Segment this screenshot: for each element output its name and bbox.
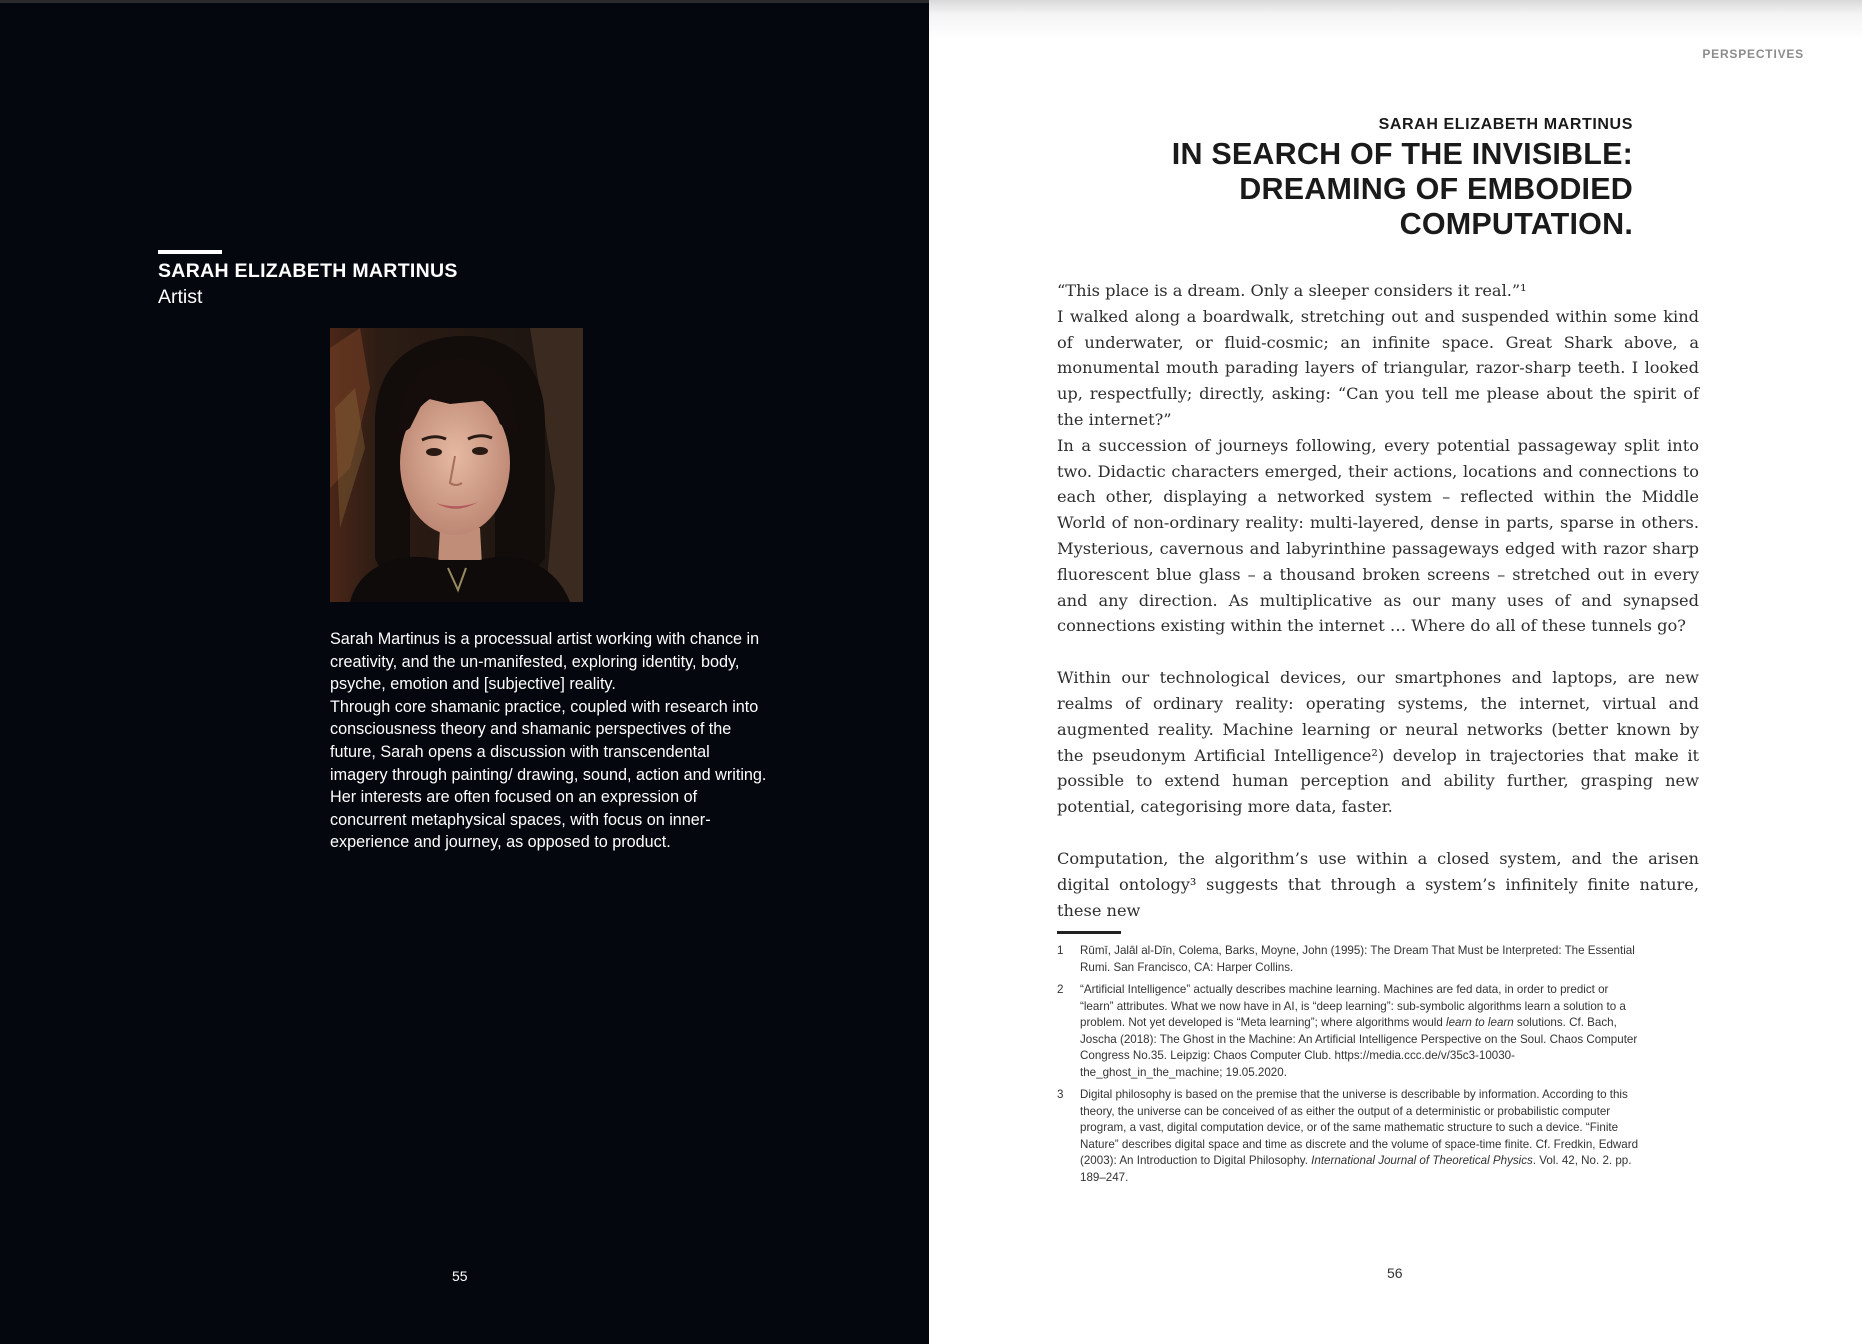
portrait-illustration: [330, 328, 583, 602]
page-number: 56: [1387, 1265, 1403, 1281]
name-rule: [158, 250, 222, 254]
article-title: [1172, 137, 1633, 242]
bio-paragraph: Through core shamanic practice, coupled with research into consciousness theory and shamanic perspectives of the future, Sarah opens a discussion with transcendental imagery through painting/ drawing, sound, action and writing. Her interests are often focused on an expression of concurrent metaphysical spaces, with focus on inner-experience and journey, as opposed to product.: [330, 697, 767, 852]
page-number: 55: [452, 1268, 468, 1284]
body-paragraph: In a succession of journeys following, every potential passageway split into two. Didactic characters emerged, their actions, locations and connections to each other, displaying a networked system – reflected within the Middle World of non-ordinary reality: multi-layered, dense in parts, sparse in others. Mysterious, cavernous and labyrinthine passageways edged with razor sharp fluorescent blue glass – a thousand broken screens – stretched out in every and any direction. As multiplicative as our many uses of and synapsed connections existing within the internet … Where do all of these tunnels go?: [1057, 435, 1699, 636]
bio-paragraph: Sarah Martinus is a processual artist working with chance in creativity, and the un-manifested, exploring identity, body, psyche, emotion and [subjective] reality.: [330, 630, 760, 694]
footnote: [1057, 1087, 1645, 1186]
running-header: PERSPECTIVES: [1702, 47, 1804, 61]
footnote-text-part: Digital philosophy is based on the premise that the universe is describable by information. According to this theory, the universe can be conceived of as either the output of a deterministic or probabilistic computer program, a vast, digital computation device, or of the same mathematic structure to such a device. “Finite Nature” describes digital space and time as discrete and the volume of space-time finite. Cf. Fredkin, Edward (2003): An Introduction to Digital Philosophy.: [1080, 1088, 1639, 1167]
artist-portrait-photo: [330, 328, 583, 602]
artist-name: SARAH ELIZABETH MARTINUS: [158, 260, 458, 282]
footnote-number: 1: [1057, 944, 1064, 957]
title-line: DREAMING OF EMBODIED: [1239, 172, 1633, 206]
epigraph: “This place is a dream. Only a sleeper considers it real.”¹: [1057, 281, 1527, 300]
body-paragraph: Within our technological devices, our smartphones and laptops, are new realms of ordinary reality: operating systems, the internet, virtual and augmented reality. Machine learning or neural networks (better known by the pseudonym Artificial Intelligence²) develop in trajectories that make it possible to extend human perception and ability further, grasping new potential, categorising more data, faster.: [1057, 668, 1699, 817]
footnote-italic: learn to learn: [1446, 1016, 1514, 1029]
footnote: [1057, 943, 1645, 976]
body-paragraph: I walked along a boardwalk, stretching out and suspended within some kind of underwater, or fluid-cosmic; an infinite space. Great Shark above, a monumental mouth parading layers of triangular, razor-sharp teeth. I looked up, respectfully; directly, asking: “Can you tell me please about the spirit of the internet?”: [1057, 306, 1699, 429]
footnote-text: [1080, 1087, 1645, 1186]
right-page: [929, 0, 1862, 1344]
footnote-text: [1080, 982, 1645, 1081]
footnotes: [1057, 943, 1645, 1192]
footnote-text-part: . Vol. 42, No. 2. pp. 189–247.: [1080, 1154, 1632, 1184]
body-paragraph: Computation, the algorithm’s use within a closed system, and the arisen digital ontology³ suggests that through a system’s infinitely finite nature, these new: [1057, 848, 1699, 920]
title-line: IN SEARCH OF THE INVISIBLE:: [1171, 137, 1633, 171]
artist-bio: [330, 628, 770, 854]
footnote-text: Rūmī, Jalāl al-Dīn, Colema, Barks, Moyne, John (1995): The Dream That Must be Interpreted: The Essential Rumi. San Francisco, CA: Harper Collins.: [1080, 944, 1635, 974]
artist-role: Artist: [158, 286, 203, 308]
article-author: SARAH ELIZABETH MARTINUS: [1378, 116, 1633, 133]
article-body: [1057, 278, 1699, 923]
left-page: [0, 0, 929, 1344]
footnote-text-part: “Artificial Intelligence” actually describes machine learning. Machines are fed data, in order to predict or “learn” attributes. What we now have in AI, is “deep learning”: sub-symbolic algorithms learn a solution to a problem. Not yet developed is “Meta learning”; where algorithms would: [1080, 983, 1626, 1029]
footnote-number: 2: [1057, 983, 1064, 996]
footnote-text-part: solutions. Cf. Bach, Joscha (2018): The Ghost in the Machine: An Artificial Intelligence Perspective on the Soul. Chaos Computer Congress No.35. Leipzig: Chaos Computer Club. https://media.ccc.de/v/35c3-10030-the_ghost_in_the_machine; 19.05.2020.: [1080, 1016, 1638, 1079]
footnote-rule: [1057, 931, 1121, 934]
footnote-italic: International Journal of Theoretical Physics: [1311, 1154, 1533, 1167]
footnote-number: 3: [1057, 1088, 1064, 1101]
footnote: [1057, 982, 1645, 1081]
title-line: COMPUTATION.: [1399, 207, 1633, 241]
